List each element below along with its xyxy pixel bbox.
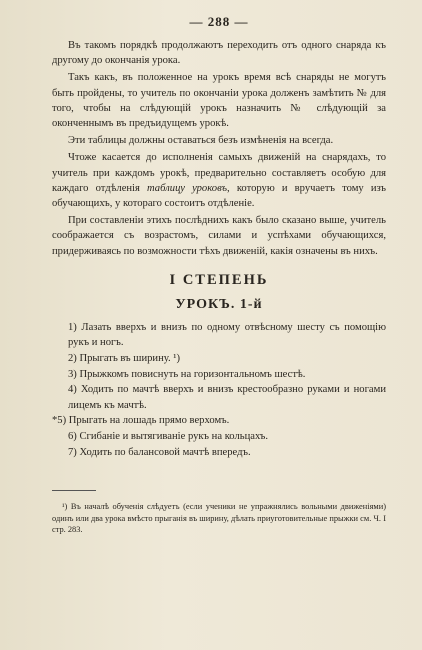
paragraph-2: Такъ какъ, въ положенное на урокъ время всѣ снаряды не могутъ быть пройдены, то учитель по окончаніи урока долженъ замѣтить № для того, чтобы на слѣдующій урокъ назначить № слѣдующій за оконченнымъ въ предъидущемъ урокѣ. bbox=[52, 72, 386, 130]
exercise-item: 3) Прыжкомъ повиснуть на горизонтальномъ шестѣ. bbox=[68, 368, 306, 380]
exercise-item: 6) Сгибаніе и вытягиваніе рукъ на кольцахъ. bbox=[68, 431, 268, 442]
footnote: ¹) Въ началѣ обученія слѣдуетъ (если ученики не упражнялись вольными движеніями) одинъ или два урока вмѣсто прыганія въ ширину, дѣлать приуготовительные прыжки см. Ч. I стр. 283. bbox=[52, 502, 386, 534]
paragraph-3: Эти таблицы должны оставаться безъ измѣненія на всегда. bbox=[68, 135, 334, 147]
paragraph-4 bbox=[52, 150, 386, 211]
exercise-item: 7) Ходить по балансовой мачтѣ впередъ. bbox=[68, 446, 251, 458]
page-number: — 288 — bbox=[189, 14, 249, 29]
exercise-item: 2) Прыгать въ ширину. ¹) bbox=[68, 353, 180, 365]
exercise-item: 4) Ходить по мачтѣ вверхъ и внизъ крестообразно руками и ногами лицемъ къ мачтѣ. bbox=[68, 384, 386, 411]
paragraph-1: Въ такомъ порядкѣ продолжаютъ переходить отъ одного снаряда къ другому до окончанія урока. bbox=[52, 40, 386, 67]
footnote-rule bbox=[52, 490, 96, 491]
section-heading: I СТЕПЕНЬ bbox=[169, 271, 269, 288]
lesson-heading: УРОКЪ. 1-й bbox=[175, 296, 263, 312]
paragraph-4-italic: таблицу уроковъ bbox=[147, 182, 228, 194]
paragraph-4-text-b: , которую и вручаетъ тому изъ обучающихъ, у котораго состоитъ отдѣленіе. bbox=[52, 182, 386, 210]
exercise-item: *5) Прыгать на лошадь прямо верхомъ. bbox=[52, 415, 230, 427]
exercise-item: 1) Лазать вверхъ и внизъ по одному отвѣсному шесту съ помощію рукъ и ногъ. bbox=[68, 321, 386, 349]
paragraph-4-text-a: Чтоже касается до исполненія самыхъ движеній на снарядахъ, то учитель при каждомъ урокѣ, предварительно составляетъ особую для каждаго отдѣленія bbox=[52, 152, 386, 194]
paragraph-5: При составленіи этихъ послѣднихъ какъ было сказано выше, учитель соображается съ возрастомъ, силами и успѣхами обучающихся, придерживаясь по возможности тѣхъ движеній, какія означены въ нихъ. bbox=[52, 215, 386, 257]
